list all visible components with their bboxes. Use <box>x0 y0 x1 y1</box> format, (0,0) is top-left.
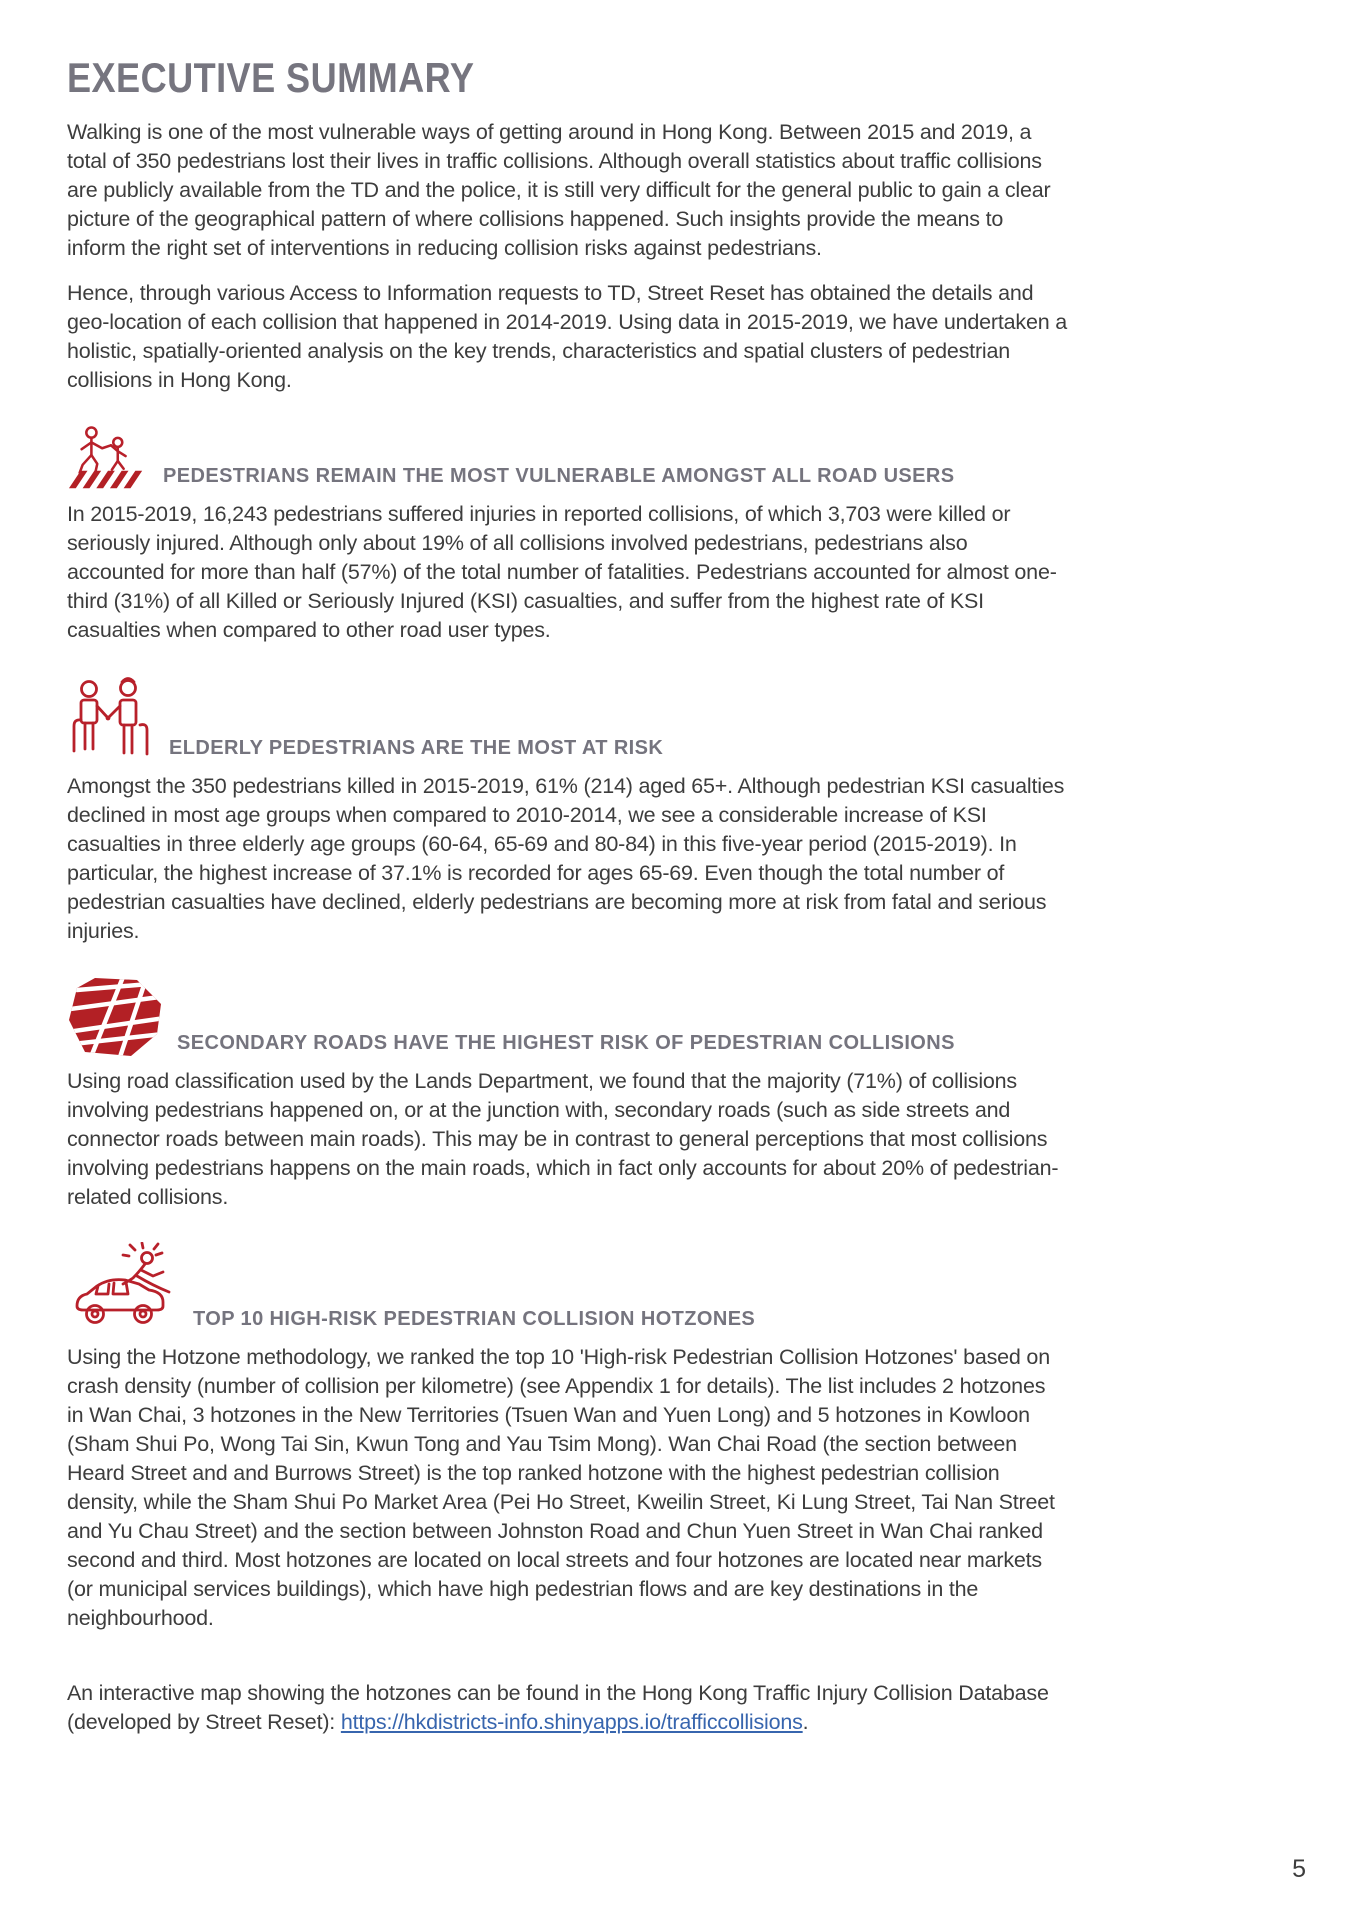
section-header <box>67 1242 1067 1334</box>
section-heading: ELDERLY PEDESTRIANS ARE THE MOST AT RISK <box>169 737 664 759</box>
section-top-hotzones <box>67 1242 1067 1633</box>
page-number: 5 <box>1292 1855 1306 1883</box>
section-header <box>67 976 1067 1058</box>
section-pedestrians-most-vulnerable <box>67 425 1067 645</box>
traffic-collision-database-link[interactable]: https://hkdistricts-info.shinyapps.io/trafficcollisions <box>340 1710 803 1734</box>
footer-text-before-link: An interactive map showing the hotzones can be found in the Hong Kong Traffic Injury Collision Database (developed by Street Reset): <box>67 1681 1049 1734</box>
section-secondary-roads <box>67 976 1067 1212</box>
section-heading: SECONDARY ROADS HAVE THE HIGHEST RISK OF PEDESTRIAN COLLISIONS <box>177 1032 955 1054</box>
section-elderly-pedestrians <box>67 675 1067 946</box>
footer-text-after-link: . <box>802 1710 809 1734</box>
section-header <box>67 425 1067 491</box>
content <box>67 0 1067 1737</box>
page-title: EXECUTIVE SUMMARY <box>67 54 475 101</box>
section-body: Amongst the 350 pedestrians killed in 2015-2019, 61% (214) aged 65+. Although pedestrian KSI casualties declined in most age groups when compared to 2010-2014, we see a considerable increase of KSI casualties in three elderly age groups (60-64, 65-69 and 80-84) in this five-year period (2015-2019). In particular, the highest increase of 37.1% is recorded for ages 65-69. Even though the total number of pedestrian casualties have declined, elderly pedestrians are becoming more at risk from fatal and serious injuries. <box>67 774 1065 943</box>
road-network-icon <box>67 976 163 1058</box>
section-body: In 2015-2019, 16,243 pedestrians suffered injuries in reported collisions, of which 3,703 were killed or seriously injured. Although only about 19% of all collisions involved pedestrians, pedestrians also accounted for more than half (57%) of the total number of fatalities. Pedestrians accounted for almost one-third (31%) of all Killed or Seriously Injured (KSI) casualties, and suffer from the highest rate of KSI casualties when compared to other road user types. <box>67 502 1057 642</box>
elderly-couple-icon <box>67 675 155 763</box>
intro-paragraph-1: Walking is one of the most vulnerable ways of getting around in Hong Kong. Between 2015 and 2019, a total of 350 pedestrians lost their lives in traffic collisions. Although overall statistics about traffic collisions are publicly available from the TD and the police, it is still very difficult for the general public to gain a clear picture of the geographical pattern of where collisions happened. Such insights provide the means to inform the right set of interventions in reducing collision risks against pedestrians. <box>67 120 1051 260</box>
section-heading: PEDESTRIANS REMAIN THE MOST VULNERABLE AMONGST ALL ROAD USERS <box>163 465 955 487</box>
section-body: Using road classification used by the Lands Department, we found that the majority (71%) of collisions involving pedestrians happened on, or at the junction with, secondary roads (such as side streets and connector roads between main roads). This may be in contrast to general perceptions that most collisions involving pedestrians happens on the main roads, which in fact only accounts for about 20% of pedestrian-related collisions. <box>67 1069 1059 1209</box>
section-header <box>67 675 1067 763</box>
intro-paragraph-2: Hence, through various Access to Information requests to TD, Street Reset has obtained the details and geo-location of each collision that happened in 2014-2019. Using data in 2015-2019, we have undertaken a holistic, spatially-oriented analysis on the key trends, characteristics and spatial clusters of pedestrian collisions in Hong Kong. <box>67 281 1067 392</box>
car-collision-icon <box>67 1242 179 1334</box>
pedestrian-crossing-icon <box>67 425 149 491</box>
section-body: Using the Hotzone methodology, we ranked the top 10 'High-risk Pedestrian Collision Hotzones' based on crash density (number of collision per kilometre) (see Appendix 1 for details). The list includes 2 hotzones in Wan Chai, 3 hotzones in the New Territories (Tsuen Wan and Yuen Long) and 5 hotzones in Kowloon (Sham Shui Po, Wong Tai Sin, Kwun Tong and Yau Tsim Mong). Wan Chai Road (the section between Heard Street and and Burrows Street) is the top ranked hotzone with the highest pedestrian collision density, while the Sham Shui Po Market Area (Pei Ho Street, Kweilin Street, Ki Lung Street, Tai Nan Street and Yu Chau Street) and the section between Johnston Road and Chun Yuen Street in Wan Chai ranked second and third. Most hotzones are located on local streets and four hotzones are located near markets (or municipal services buildings), which have high pedestrian flows and are key destinations in the neighbourhood. <box>67 1345 1055 1630</box>
section-heading: TOP 10 HIGH-RISK PEDESTRIAN COLLISION HOTZONES <box>193 1308 756 1330</box>
footer-paragraph <box>67 1679 1067 1737</box>
